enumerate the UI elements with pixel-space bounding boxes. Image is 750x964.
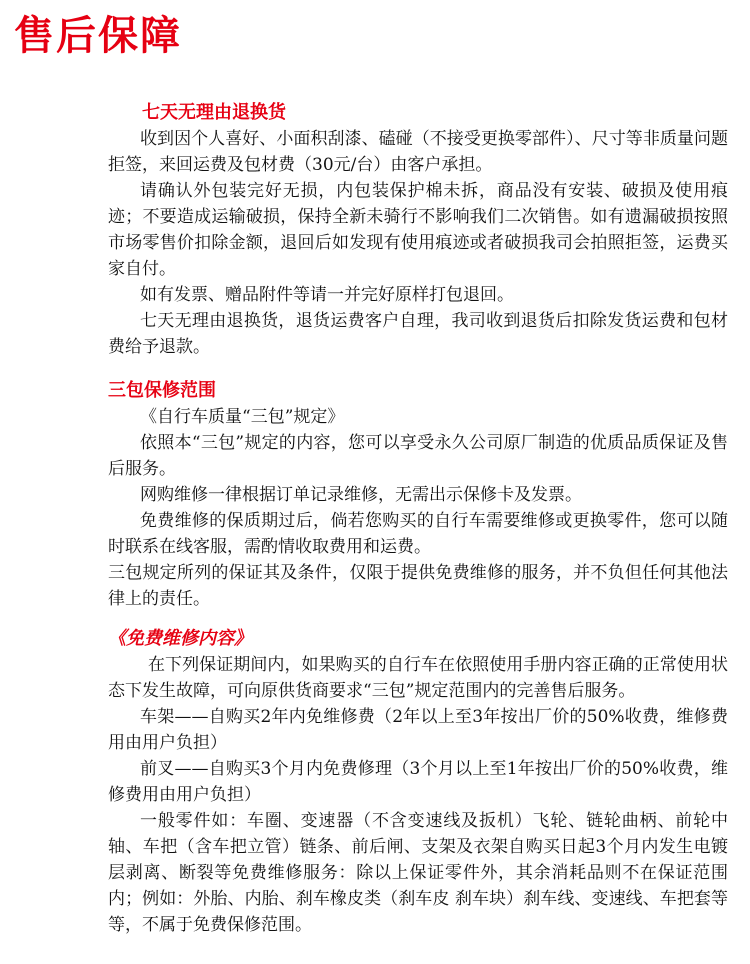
seven-day-paragraph: 七天无理由退换货，退货运费客户自理，我司收到退货后扣除发货运费和包材费给予退款。: [108, 311, 728, 357]
free-repair-heading: 《免费维修内容》: [108, 628, 252, 649]
warranty-scope-paragraph: 《自行车质量“三包”规定》: [140, 407, 345, 427]
free-repair-paragraph: 一般零件如：车圈、变速器（不含变速线及扳机）飞轮、链轮曲柄、前轮中轴、车把（含车把立管）链条、前后闸、支架及衣架自购买日起3个月内发生电镀层剥离、断裂等免费维修服务：除以上保证零件外，其余消耗品则不在保证范围内；例如：外胎、内胎、刹车橡皮类（刹车皮 刹车块）刹车线、变速线、车把套等等，不属于免费保修范围。: [108, 811, 728, 935]
page-title: 售后保障: [14, 13, 182, 59]
seven-day-paragraph: 如有发票、赠品附件等请一并完好原样打包退回。: [140, 285, 514, 305]
warranty-scope-section: [0, 378, 750, 612]
seven-day-paragraph: 收到因个人喜好、小面积刮漆、磕碰（不接受更换零部件）、尺寸等非质量问题拒签，来回运费及包材费（30元/台）由客户承担。: [108, 129, 728, 175]
warranty-scope-paragraph: 依照本“三包”规定的内容，您可以享受永久公司原厂制造的优质品质保证及售后服务。: [108, 433, 728, 479]
free-repair-paragraph: 车架——自购买2年内免维修费（2年以上至3年按出厂价的50%收费，维修费用由用户负担）: [108, 707, 728, 753]
free-repair-paragraph: 前叉——自购买3个月内免费修理（3个月以上至1年按出厂价的50%收费，维修费用由用户负担）: [108, 759, 728, 805]
free-repair-section: [0, 626, 750, 938]
warranty-scope-paragraph: 三包规定所列的保证其及条件，仅限于提供免费维修的服务，并不负但任何其他法律上的责任。: [108, 563, 728, 609]
warranty-scope-heading: 三包保修范围: [108, 380, 216, 401]
seven-day-return-heading: 七天无理由退换货: [142, 102, 286, 123]
warranty-scope-paragraph: 网购维修一律根据订单记录维修，无需出示保修卡及发票。: [140, 485, 582, 505]
warranty-scope-paragraph: 免费维修的保质期过后，倘若您购买的自行车需要维修或更换零件，您可以随时联系在线客服，需酌情收取费用和运费。: [108, 511, 728, 557]
seven-day-return-section: [0, 100, 750, 360]
seven-day-paragraph: 请确认外包装完好无损，内包装保护棉未拆，商品没有安装、破损及使用痕迹；不要造成运输破损，保持全新未骑行不影响我们二次销售。如有遗漏破损按照市场零售价扣除金额，退回后如发现有使用痕迹或者破损我司会拍照拒签，运费买家自付。: [108, 181, 728, 279]
free-repair-paragraph: 在下列保证期间内，如果购买的自行车在依照使用手册内容正确的正常使用状态下发生故障，可向原供货商要求“三包”规定范围内的完善售后服务。: [108, 655, 728, 701]
